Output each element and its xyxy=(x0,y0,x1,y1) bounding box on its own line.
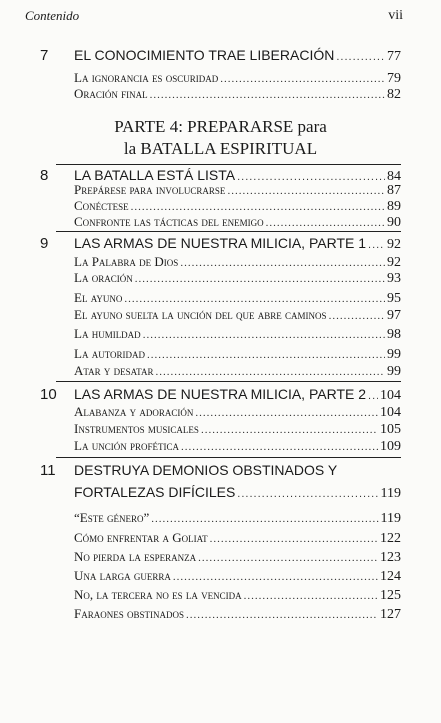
chapter-number: 9 xyxy=(40,235,49,252)
section-title: Confronte las tácticas del enemigo xyxy=(74,214,264,229)
chapter-page: 84 xyxy=(387,169,401,184)
chapter-11-entry[interactable] xyxy=(40,462,401,506)
section-title: Una larga guerra xyxy=(74,568,171,583)
divider xyxy=(56,164,401,165)
section-page: 99 xyxy=(387,364,401,379)
section-title: La unción profética xyxy=(74,438,179,453)
dot-leader xyxy=(244,590,378,602)
section-entry[interactable] xyxy=(74,510,401,532)
section-page: 119 xyxy=(380,511,401,526)
section-page: 97 xyxy=(387,308,401,323)
dot-leader xyxy=(220,73,385,85)
section-title: La humildad xyxy=(74,326,141,341)
section-page: 93 xyxy=(387,271,401,286)
section-entry[interactable] xyxy=(74,270,401,292)
section-page: 92 xyxy=(387,255,401,270)
section-entry[interactable] xyxy=(74,606,401,628)
dot-leader xyxy=(173,571,378,583)
divider xyxy=(56,381,401,382)
section-page: 124 xyxy=(380,569,401,584)
chapter-7-entry[interactable] xyxy=(40,47,401,69)
dot-leader xyxy=(195,407,378,419)
section-entry[interactable] xyxy=(74,326,401,348)
section-page: 90 xyxy=(387,215,401,230)
chapter-page: 92 xyxy=(387,237,401,252)
section-title: Conéctese xyxy=(74,198,129,213)
section-page: 87 xyxy=(387,183,401,198)
dot-leader xyxy=(210,533,378,545)
dot-leader xyxy=(201,424,378,436)
dot-leader xyxy=(147,349,385,361)
dot-leader xyxy=(150,89,385,101)
chapter-page: 77 xyxy=(387,49,401,64)
section-page: 89 xyxy=(387,199,401,214)
part-heading-line-1: PARTE 4: PREPARARSE para xyxy=(114,117,327,136)
chapter-page: 119 xyxy=(380,486,401,501)
dot-leader xyxy=(336,51,385,63)
dot-leader xyxy=(131,201,385,213)
chapter-title: LAS ARMAS DE NUESTRA MILICIA, PARTE 2 xyxy=(74,386,367,402)
section-title: “Este género” xyxy=(74,510,150,525)
section-page: 122 xyxy=(380,531,401,546)
section-page: 79 xyxy=(387,71,401,86)
dot-leader xyxy=(143,329,385,341)
section-entry[interactable] xyxy=(74,86,401,108)
section-title: Alabanza y adoración xyxy=(74,404,194,419)
section-title: No, la tercera no es la vencida xyxy=(74,587,242,602)
divider xyxy=(56,457,401,458)
section-page: 105 xyxy=(380,422,401,437)
chapter-number: 7 xyxy=(40,47,49,64)
dot-leader xyxy=(329,310,385,322)
dot-leader xyxy=(135,273,385,285)
section-title: La Palabra de Dios xyxy=(74,254,179,269)
dot-leader xyxy=(198,552,378,564)
section-title: La ignorancia es oscuridad xyxy=(74,70,219,85)
header-page-number: vii xyxy=(388,8,403,23)
divider xyxy=(56,231,401,232)
dot-leader xyxy=(180,257,385,269)
part-heading-line-2: la BATALLA ESPIRITUAL xyxy=(123,139,318,158)
section-page: 104 xyxy=(380,405,401,420)
chapter-number: 8 xyxy=(40,167,49,184)
dot-leader xyxy=(368,239,385,251)
dot-leader xyxy=(368,390,378,402)
section-page: 95 xyxy=(387,291,401,306)
dot-leader xyxy=(227,185,385,197)
dot-leader xyxy=(186,609,378,621)
section-title: Cómo enfrentar a Goliat xyxy=(74,530,208,545)
section-title: Faraones obstinados xyxy=(74,606,184,621)
dot-leader xyxy=(124,293,385,305)
chapter-title-line-1: DESTRUYA DEMONIOS OBSTINADOS Y xyxy=(74,462,338,478)
chapter-title: EL CONOCIMIENTO TRAE LIBERACIÓN xyxy=(74,47,335,63)
section-page: 125 xyxy=(380,588,401,603)
chapter-number: 11 xyxy=(40,462,56,479)
section-title: La oración xyxy=(74,270,133,285)
dot-leader xyxy=(237,488,378,500)
section-title: Oración final xyxy=(74,86,148,101)
dot-leader xyxy=(155,366,385,378)
dot-leader xyxy=(181,441,378,453)
running-header xyxy=(25,8,403,26)
section-title: El ayuno xyxy=(74,290,123,305)
section-title: No pierda la esperanza xyxy=(74,549,197,564)
chapter-title: LAS ARMAS DE NUESTRA MILICIA, PARTE 1 xyxy=(74,235,367,251)
section-title: La autoridad xyxy=(74,346,146,361)
chapter-number: 10 xyxy=(40,386,57,403)
section-page: 98 xyxy=(387,327,401,342)
header-section-title: Contenido xyxy=(25,8,80,23)
chapter-page: 104 xyxy=(380,388,401,403)
dot-leader xyxy=(266,217,385,229)
section-entry[interactable] xyxy=(74,214,401,236)
section-page: 99 xyxy=(387,347,401,362)
chapter-title: LA BATALLA ESTÁ LISTA xyxy=(74,167,236,183)
section-title: Prepárese para involucrarse xyxy=(74,182,226,197)
section-title: Instrumentos musicales xyxy=(74,421,199,436)
section-title: Atar y desatar xyxy=(74,363,154,378)
dot-leader xyxy=(151,513,378,525)
section-title: El ayuno suelta la unción del que abre caminos xyxy=(74,307,327,322)
chapter-title-line-2: FORTALEZAS DIFÍCILES xyxy=(74,484,236,500)
section-page: 82 xyxy=(387,87,401,102)
section-page: 123 xyxy=(380,550,401,565)
section-page: 109 xyxy=(380,439,401,454)
section-page: 127 xyxy=(380,607,401,622)
